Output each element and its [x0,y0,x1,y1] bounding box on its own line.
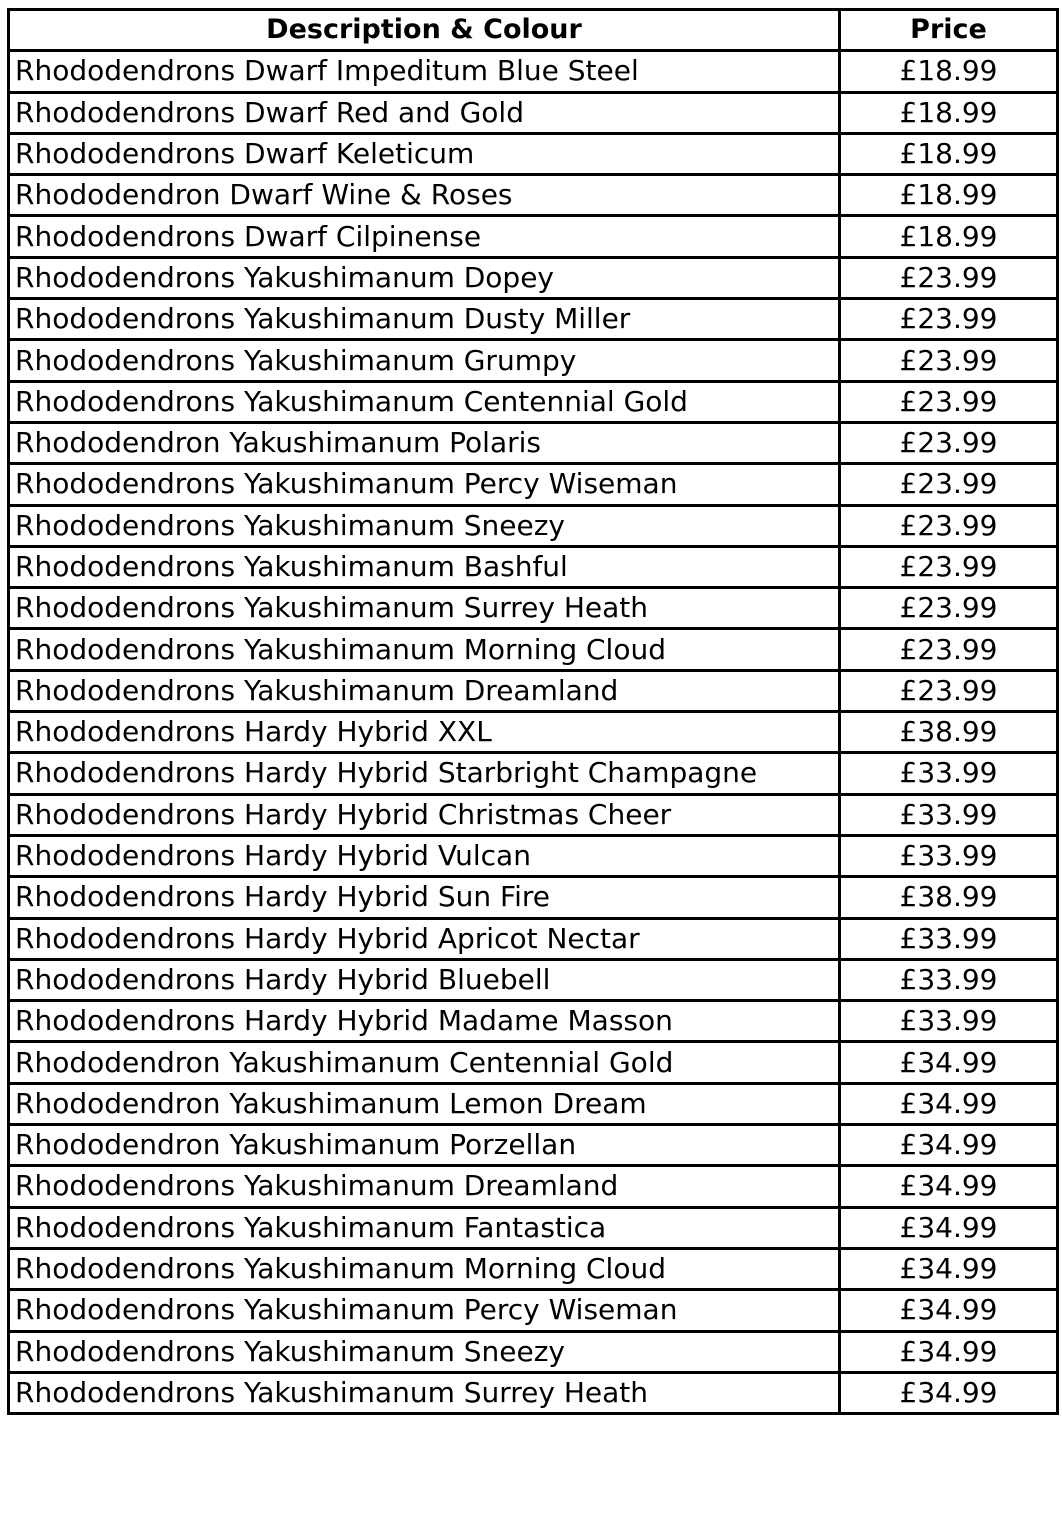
product-price: £23.99 [840,257,1058,298]
table-row [9,918,1058,959]
table-row [9,299,1058,340]
product-description: Rhododendron Yakushimanum Lemon Dream [9,1083,840,1124]
product-price: £34.99 [840,1290,1058,1331]
product-description: Rhododendrons Yakushimanum Grumpy [9,340,840,381]
product-description: Rhododendrons Hardy Hybrid Christmas Cheer [9,794,840,835]
product-description: Rhododendron Dwarf Wine & Roses [9,175,840,216]
product-description: Rhododendrons Hardy Hybrid XXL [9,712,840,753]
table-row [9,794,1058,835]
product-price: £34.99 [840,1207,1058,1248]
product-description: Rhododendrons Yakushimanum Morning Cloud [9,1248,840,1289]
product-price: £23.99 [840,546,1058,587]
product-description: Rhododendrons Hardy Hybrid Starbright Champagne [9,753,840,794]
product-description: Rhododendrons Hardy Hybrid Apricot Nectar [9,918,840,959]
product-description: Rhododendrons Dwarf Impeditum Blue Steel [9,51,840,92]
table-row [9,1166,1058,1207]
table-row [9,546,1058,587]
product-price: £23.99 [840,299,1058,340]
table-row [9,1001,1058,1042]
product-description: Rhododendrons Yakushimanum Centennial Gold [9,381,840,422]
product-description: Rhododendrons Yakushimanum Dusty Miller [9,299,840,340]
table-row [9,92,1058,133]
table-row [9,712,1058,753]
product-price: £18.99 [840,92,1058,133]
table-row [9,670,1058,711]
product-price: £18.99 [840,133,1058,174]
product-price: £33.99 [840,918,1058,959]
table-row [9,133,1058,174]
table-row [9,464,1058,505]
product-description: Rhododendrons Dwarf Keleticum [9,133,840,174]
table-row [9,629,1058,670]
product-description: Rhododendron Yakushimanum Porzellan [9,1125,840,1166]
product-description: Rhododendrons Yakushimanum Sneezy [9,1331,840,1372]
product-price: £23.99 [840,422,1058,463]
product-description: Rhododendrons Yakushimanum Dreamland [9,1166,840,1207]
product-price: £33.99 [840,1001,1058,1042]
product-description: Rhododendron Yakushimanum Centennial Gold [9,1042,840,1083]
product-description: Rhododendrons Hardy Hybrid Sun Fire [9,877,840,918]
table-row [9,1083,1058,1124]
table-row [9,1372,1058,1413]
table-row [9,1042,1058,1083]
table-row [9,1248,1058,1289]
product-description: Rhododendrons Yakushimanum Percy Wiseman [9,1290,840,1331]
table-row [9,1207,1058,1248]
table-row [9,51,1058,92]
product-description: Rhododendron Yakushimanum Polaris [9,422,840,463]
product-price: £34.99 [840,1166,1058,1207]
product-description: Rhododendrons Dwarf Red and Gold [9,92,840,133]
table-row [9,381,1058,422]
product-price: £34.99 [840,1083,1058,1124]
table-row [9,1290,1058,1331]
product-price: £33.99 [840,835,1058,876]
table-row [9,216,1058,257]
product-description: Rhododendrons Yakushimanum Morning Cloud [9,629,840,670]
product-price: £23.99 [840,340,1058,381]
table-row [9,959,1058,1000]
table-row [9,877,1058,918]
product-price: £23.99 [840,505,1058,546]
product-description: Rhododendrons Hardy Hybrid Vulcan [9,835,840,876]
product-description: Rhododendrons Yakushimanum Surrey Heath [9,588,840,629]
product-description: Rhododendrons Hardy Hybrid Bluebell [9,959,840,1000]
product-price: £18.99 [840,51,1058,92]
product-description: Rhododendrons Hardy Hybrid Madame Masson [9,1001,840,1042]
table-row [9,1125,1058,1166]
product-description: Rhododendrons Yakushimanum Sneezy [9,505,840,546]
product-description: Rhododendrons Yakushimanum Bashful [9,546,840,587]
product-description: Rhododendrons Yakushimanum Fantastica [9,1207,840,1248]
table-row [9,340,1058,381]
table-row [9,753,1058,794]
product-price: £23.99 [840,588,1058,629]
product-price: £23.99 [840,670,1058,711]
product-price: £33.99 [840,959,1058,1000]
product-price: £33.99 [840,753,1058,794]
product-price: £34.99 [840,1331,1058,1372]
product-price: £38.99 [840,877,1058,918]
product-price: £34.99 [840,1372,1058,1413]
product-price: £34.99 [840,1042,1058,1083]
price-column-header: Price [840,10,1058,51]
table-row [9,588,1058,629]
price-table [7,8,1059,1415]
header-row [9,10,1058,51]
product-price: £34.99 [840,1125,1058,1166]
table-body [9,51,1058,1414]
product-price: £33.99 [840,794,1058,835]
product-description: Rhododendrons Yakushimanum Dreamland [9,670,840,711]
table-row [9,835,1058,876]
table-row [9,1331,1058,1372]
product-description: Rhododendrons Yakushimanum Percy Wiseman [9,464,840,505]
product-price: £23.99 [840,629,1058,670]
product-description: Rhododendrons Yakushimanum Dopey [9,257,840,298]
product-price: £18.99 [840,175,1058,216]
product-price: £23.99 [840,464,1058,505]
product-description: Rhododendrons Yakushimanum Surrey Heath [9,1372,840,1413]
product-price: £18.99 [840,216,1058,257]
description-column-header: Description & Colour [9,10,840,51]
table-row [9,175,1058,216]
product-description: Rhododendrons Dwarf Cilpinense [9,216,840,257]
table-row [9,257,1058,298]
product-price: £23.99 [840,381,1058,422]
product-price: £34.99 [840,1248,1058,1289]
table-row [9,505,1058,546]
product-price: £38.99 [840,712,1058,753]
table-row [9,422,1058,463]
